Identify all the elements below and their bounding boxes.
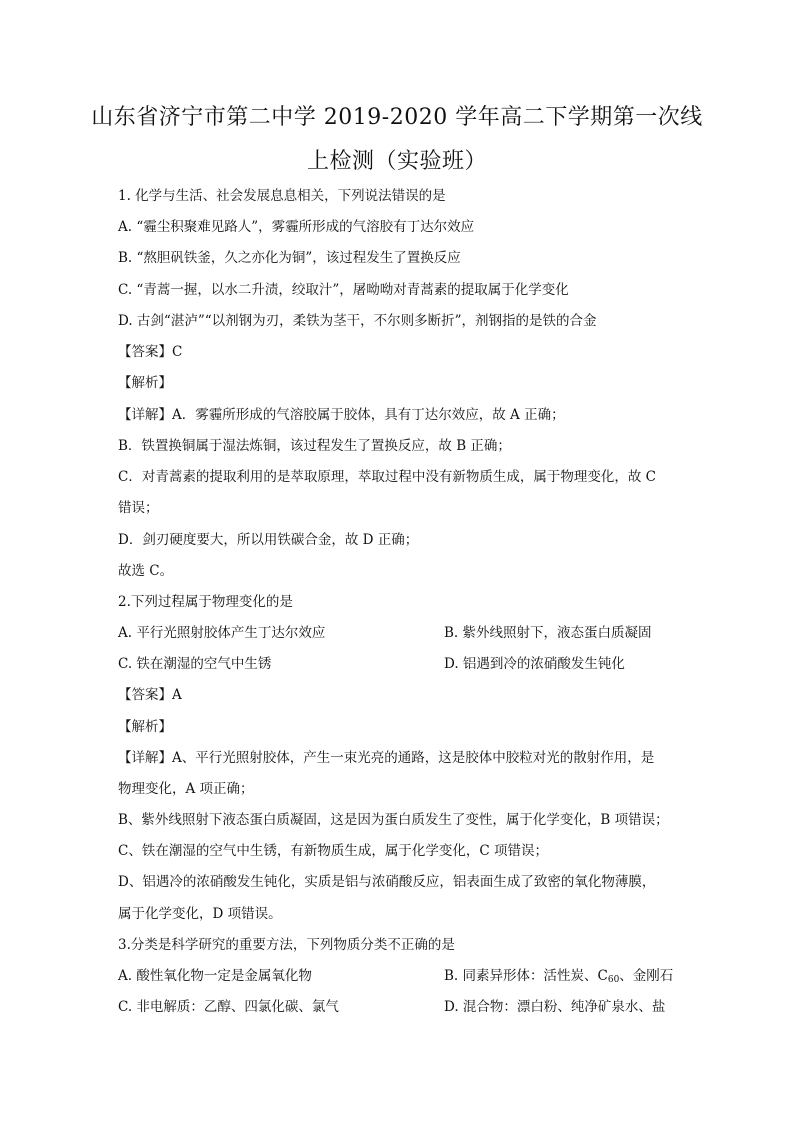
q2-option-a: A. 平行光照射胶体产生丁达尔效应 bbox=[118, 625, 326, 641]
q1-detail-a: 【详解】A．雾霾所形成的气溶胶属于胶体，具有丁达尔效应，故 A 正确； bbox=[118, 407, 565, 423]
q2-option-b: B. 紫外线照射下，液态蛋白质凝固 bbox=[444, 625, 652, 641]
q2-detail-c: C、铁在潮湿的空气中生锈，有新物质生成，属于化学变化，C 项错误； bbox=[118, 843, 548, 859]
q3-option-b-text-end: 、金刚石 bbox=[619, 968, 674, 984]
q3-option-b bbox=[444, 967, 673, 989]
q1-option-d: D. 古剑“湛泸”“以剂钢为刃，柔铁为茎干，不尔则多断折”，剂钢指的是铁的合金 bbox=[118, 313, 597, 329]
q2-option-c: C. 铁在潮湿的空气中生锈 bbox=[118, 656, 272, 672]
q2-answer: 【答案】A bbox=[118, 687, 182, 703]
q2-detail-a: 【详解】A、平行光照射胶体，产生一束光亮的通路，这是胶体中胶粒对光的散射作用，是 bbox=[118, 750, 655, 766]
q3-option-b-subscript: 60 bbox=[607, 975, 620, 985]
q3-option-a: A. 酸性氧化物一定是金属氧化物 bbox=[118, 968, 312, 984]
q1-detail-b: B．铁置换铜属于湿法炼铜，该过程发生了置换反应，故 B 正确； bbox=[118, 438, 511, 454]
q2-option-d: D. 铝遇到冷的浓硝酸发生钝化 bbox=[444, 656, 625, 672]
q1-detail-c-cont: 错误； bbox=[118, 500, 159, 516]
doc-title-line1: 山东省济宁市第二中学 2019-2020 学年高二下学期第一次线 bbox=[91, 105, 703, 130]
q2-detail-d: D、铝遇冷的浓硝酸发生钝化，实质是铝与浓硝酸反应，铝表面生成了致密的氧化物薄膜， bbox=[118, 874, 656, 890]
q1-detail-c: C．对青蒿素的提取利用的是萃取原理，萃取过程中没有新物质生成，属于物理变化，故 C bbox=[118, 469, 656, 485]
q1-conclusion: 故选 C。 bbox=[118, 563, 174, 579]
doc-title-line2: 上检测（实验班） bbox=[306, 149, 487, 174]
q1-answer: 【答案】C bbox=[118, 344, 183, 360]
q2-stem: 2.下列过程属于物理变化的是 bbox=[118, 594, 293, 610]
q3-option-b-text: B. 同素异形体：活性炭、C bbox=[444, 968, 608, 984]
q3-option-d: D. 混合物：漂白粉、纯净矿泉水、盐 bbox=[444, 999, 666, 1015]
q2-analysis-heading: 【解析】 bbox=[118, 719, 172, 735]
q2-detail-d-cont: 属于化学变化，D 项错误。 bbox=[118, 906, 282, 922]
q2-detail-a-cont: 物理变化，A 项正确； bbox=[118, 781, 254, 797]
q1-option-c: C. “青蒿一握，以水二升渍，绞取汁”，屠呦呦对青蒿素的提取属于化学变化 bbox=[118, 282, 569, 298]
q1-analysis-heading: 【解析】 bbox=[118, 375, 172, 391]
q3-option-c: C. 非电解质：乙醇、四氯化碳、氯气 bbox=[118, 999, 339, 1015]
q2-detail-b: B、紫外线照射下液态蛋白质凝固，这是因为蛋白质发生了变性，属于化学变化，B 项错误； bbox=[118, 812, 669, 828]
q1-stem: 1. 化学与生活、社会发展息息相关，下列说法错误的是 bbox=[118, 188, 446, 204]
q1-option-a: A. “霾尘积聚难见路人”，雾霾所形成的气溶胶有丁达尔效应 bbox=[118, 219, 475, 235]
q1-detail-d: D．剑刃硬度要大，所以用铁碳合金，故 D 正确； bbox=[118, 532, 419, 548]
q1-option-b: B. “熬胆矾铁釜，久之亦化为铜”，该过程发生了置换反应 bbox=[118, 250, 461, 266]
q3-stem: 3.分类是科学研究的重要方法，下列物质分类不正确的是 bbox=[118, 937, 455, 953]
